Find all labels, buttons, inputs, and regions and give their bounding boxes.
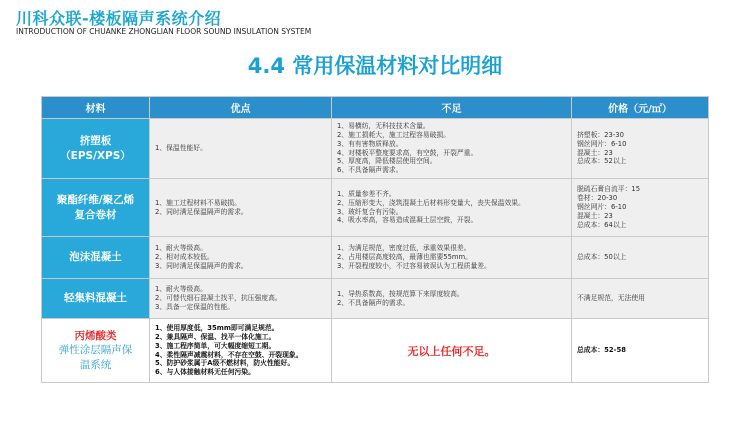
cons-item: 5、厚度高，降低楼层使用空间。 bbox=[337, 157, 437, 166]
cons-item: 3、有有害物质释放。 bbox=[337, 139, 403, 148]
pros-cell bbox=[150, 237, 332, 279]
material-name: 轻集料混凝土 bbox=[64, 292, 127, 305]
pros-item: 1、施工过程材料不易破损。 bbox=[155, 198, 241, 207]
price-item: 挤塑板：23-30 bbox=[577, 130, 624, 139]
pros-item: 1、耐火等级高。 bbox=[155, 244, 207, 253]
material-name: 聚酯纤维/聚乙烯 bbox=[56, 194, 135, 207]
price-cell bbox=[572, 237, 709, 279]
cons-item: 1、易横纺，无科技技术含量。 bbox=[337, 122, 430, 131]
price-item: 钢丝网片：6-10 bbox=[577, 139, 627, 148]
pros-item: 1、保温性能好。 bbox=[155, 144, 207, 153]
price-item: 混凝土：23 bbox=[577, 211, 613, 220]
material-name: 挤塑板 bbox=[79, 135, 112, 148]
cons-item: 2、占用楼层高度较高，最薄也需要55mm。 bbox=[337, 253, 472, 262]
pros-item: 1、使用厚度低，35mm即可满足规范。 bbox=[155, 324, 279, 333]
pros-cell bbox=[150, 279, 332, 319]
cons-item: 2、施工损耗大，施工过程容易破损。 bbox=[337, 130, 451, 139]
table-row bbox=[42, 179, 709, 237]
table-row-highlight bbox=[42, 319, 709, 383]
price-item: 钢丝网片：6-10 bbox=[577, 203, 627, 212]
material-name: 弹性涂层隔声保 bbox=[58, 344, 133, 357]
pros-item: 1、耐火等级高。 bbox=[155, 285, 207, 294]
price-item: 不满足规范，无法使用 bbox=[577, 294, 645, 303]
cons-item: 2、不具备隔声的需求。 bbox=[337, 298, 410, 307]
pros-item: 2、同时满足保温隔声的需求。 bbox=[155, 207, 248, 216]
price-item: 卷材：20-30 bbox=[577, 194, 618, 203]
cons-item: 2、压缩形变大，浇筑混凝土后材料形变量大，丧失保温效果。 bbox=[337, 198, 525, 207]
pros-item: 2、兼具隔声、保温、找平一体化施工。 bbox=[155, 332, 276, 341]
price-item: 总成本：52以上 bbox=[577, 157, 627, 166]
pros-cell bbox=[150, 179, 332, 237]
pros-cell bbox=[150, 119, 332, 179]
pros-item: 2、相对成本较低。 bbox=[155, 253, 214, 262]
material-name: 泡沫混凝土 bbox=[69, 251, 122, 264]
material-name: 丙烯酸类 bbox=[74, 330, 117, 343]
header-subtitle: INTRODUCTION OF CHUANKE ZHONGLIAN FLOOR SOUND INSULATION SYSTEM bbox=[16, 27, 312, 36]
pros-item: 2、可替代细石混凝土找平，抗压强度高。 bbox=[155, 294, 282, 303]
material-cell bbox=[42, 237, 150, 279]
price-cell bbox=[572, 279, 709, 319]
header-title: 川科众联-楼板隔声系统介绍 bbox=[16, 9, 222, 28]
price-item: 总成本：50以上 bbox=[577, 253, 627, 262]
price-cell bbox=[572, 319, 709, 383]
cons-cell bbox=[332, 237, 572, 279]
header-price: 价格（元/㎡） bbox=[572, 97, 709, 119]
price-item: 脱硫石膏自流平：15 bbox=[577, 185, 641, 194]
header-cons: 不足 bbox=[332, 97, 572, 119]
material-cell bbox=[42, 179, 150, 237]
material-name: 复合卷材 bbox=[74, 208, 117, 221]
pros-item: 3、同时满足保温隔声的需求。 bbox=[155, 261, 248, 270]
material-cell bbox=[42, 319, 150, 383]
cons-cell bbox=[332, 279, 572, 319]
price-item: 混凝土：23 bbox=[577, 148, 613, 157]
cons-item: 1、导热系数高，按规范算下来厚度较高。 bbox=[337, 289, 464, 298]
pros-item: 5、防护砂浆属于A级不燃材料，防火性能好。 bbox=[155, 359, 295, 368]
header-pros: 优点 bbox=[150, 97, 332, 119]
pros-item: 4、柔性隔声减震材料，不存在空鼓、开裂现象。 bbox=[155, 350, 303, 359]
pros-item: 3、具备一定保温的性能。 bbox=[155, 302, 235, 311]
table-row bbox=[42, 119, 709, 179]
table-row bbox=[42, 237, 709, 279]
material-cell bbox=[42, 119, 150, 179]
table-row bbox=[42, 279, 709, 319]
cons-item: 4、吸水率高，容易造成混凝土层空鼓，开裂。 bbox=[337, 216, 478, 225]
price-cell bbox=[572, 119, 709, 179]
pros-item: 6、与人体接触材料无任何污染。 bbox=[155, 368, 255, 377]
cons-item: 3、开裂程度较小，不过容易被误认为工程质量差。 bbox=[337, 261, 491, 270]
material-cell bbox=[42, 279, 150, 319]
cons-item: 6、不具备隔声需求。 bbox=[337, 166, 403, 175]
material-name: 温系统 bbox=[79, 358, 112, 371]
cons-item: 3、玻纤复合有污染。 bbox=[337, 207, 403, 216]
price-item: 总成本：52-58 bbox=[577, 346, 626, 355]
page-title: 4.4 常用保温材料对比明细 bbox=[247, 54, 503, 78]
pros-item: 3、施工程序简单，可大幅度缩短工期。 bbox=[155, 341, 276, 350]
pros-cell bbox=[150, 319, 332, 383]
cons-item: 4、对楼板平整度要求高，有空鼓，开裂严重。 bbox=[337, 148, 478, 157]
cons-item: 无以上任何不足。 bbox=[407, 344, 496, 358]
cons-item: 1、为满足规范，密度过低，承重效果很差。 bbox=[337, 244, 471, 253]
table-header-row bbox=[42, 97, 709, 119]
cons-item: 1、质量参差不齐。 bbox=[337, 189, 396, 198]
material-name: （EPS/XPS） bbox=[60, 149, 131, 162]
header-material: 材料 bbox=[42, 97, 150, 119]
price-cell bbox=[572, 179, 709, 237]
comparison-table bbox=[41, 96, 709, 383]
cons-cell bbox=[332, 319, 572, 383]
price-item: 总成本：64以上 bbox=[577, 220, 627, 229]
cons-cell bbox=[332, 119, 572, 179]
cons-cell bbox=[332, 179, 572, 237]
